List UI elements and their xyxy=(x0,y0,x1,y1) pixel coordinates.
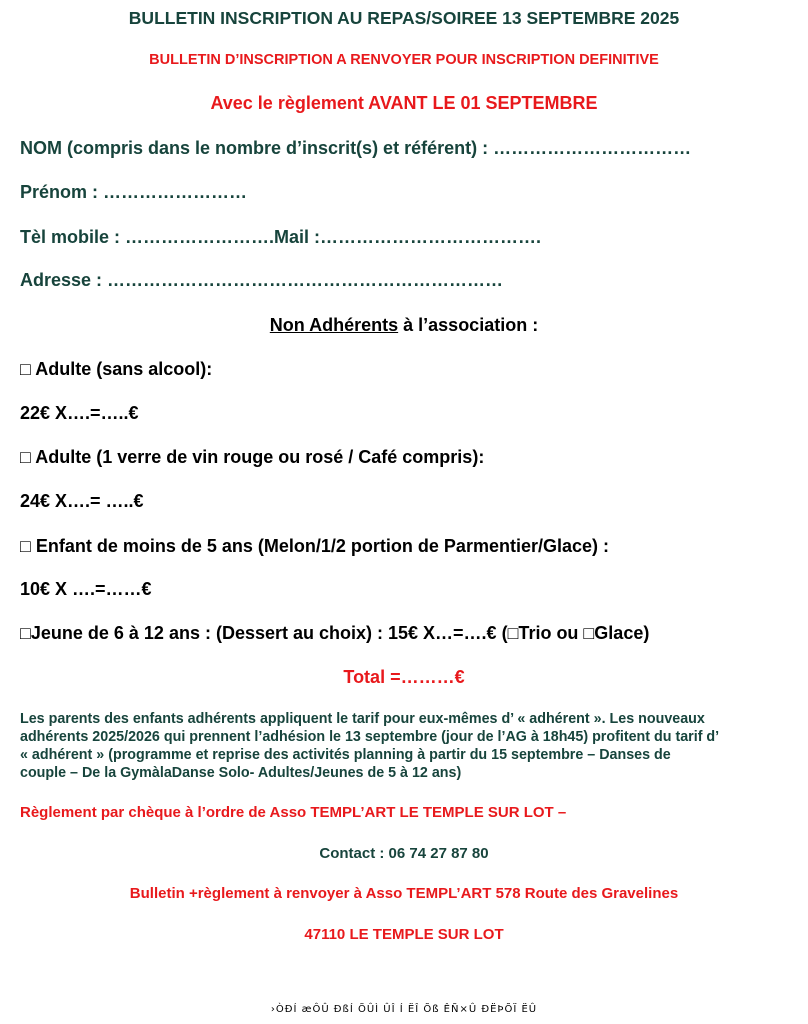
price-adult-wine: 24€ X….= …..€ xyxy=(20,491,144,511)
option-child-under5: □ Enfant de moins de 5 ans (Melon/1/2 portion de Parmentier/Glace) : xyxy=(20,536,609,556)
document-subtitle: BULLETIN D’INSCRIPTION A RENVOYER POUR INSCRIPTION DEFINITIVE xyxy=(149,52,659,68)
price-adult-no-alcohol: 22€ X….=…..€ xyxy=(20,403,139,423)
section-heading-underlined: Non Adhérents xyxy=(269,315,399,335)
option-adult-no-alcohol: □ Adulte (sans alcool): xyxy=(20,359,213,379)
field-tel-mail: Tèl mobile : …………………….Mail :………………………………. xyxy=(20,227,542,247)
document-title: BULLETIN INSCRIPTION AU REPAS/SOIREE 13 SEPTEMBRE 2025 xyxy=(128,8,680,28)
field-prenom: Prénom : …………………… xyxy=(20,182,248,202)
section-heading-rest: à l’association : xyxy=(398,315,539,335)
send-city: 47110 LE TEMPLE SUR LOT xyxy=(304,926,504,943)
field-adresse: Adresse : ………………………………………………………… xyxy=(20,270,504,290)
price-child-under5: 10€ X ….=……€ xyxy=(20,579,152,599)
option-youth: □Jeune de 6 à 12 ans : (Dessert au choix) : 15€ X…=….€ (□Trio ou □Glace) xyxy=(20,623,650,643)
option-adult-wine: □ Adulte (1 verre de vin rouge ou rosé / Café compris): xyxy=(20,447,485,467)
section-heading xyxy=(0,315,808,336)
contact-phone: Contact : 06 74 27 87 80 xyxy=(319,845,489,862)
member-note: Les parents des enfants adhérents appliquent le tarif pour eux-mêmes d’ « adhérent ». Les nouveaux adhérents 2025/2026 qui prennent l’adhésion le 13 septembre (jour de l’AG à 18h45) profitent du tarif d’ « adhérent » (programme et reprise des activités planning à partir du 15 septembre – Danses de couple – De la GymàlaDanse Solo- Adultes/Jeunes de 5 à 12 ans) xyxy=(20,711,719,781)
footer-encoded-text: ›ÒĐÍ æÔÛ ĐßÍ ÕÛÌ ÛÎ Í ËÎ Õß ÊÑ×Û ÐËÞÕÏ ËÛ xyxy=(270,1004,538,1015)
send-address: Bulletin +règlement à renvoyer à Asso TEMPL’ART 578 Route des Gravelines xyxy=(129,885,679,902)
payment-instructions: Règlement par chèque à l’ordre de Asso TEMPL’ART LE TEMPLE SUR LOT – xyxy=(20,804,567,821)
field-nom: NOM (compris dans le nombre d’inscrit(s) et référent) : …………………………… xyxy=(20,138,692,158)
deadline-notice: Avec le règlement AVANT LE 01 SEPTEMBRE xyxy=(210,93,598,113)
total-line: Total =………€ xyxy=(343,667,465,687)
